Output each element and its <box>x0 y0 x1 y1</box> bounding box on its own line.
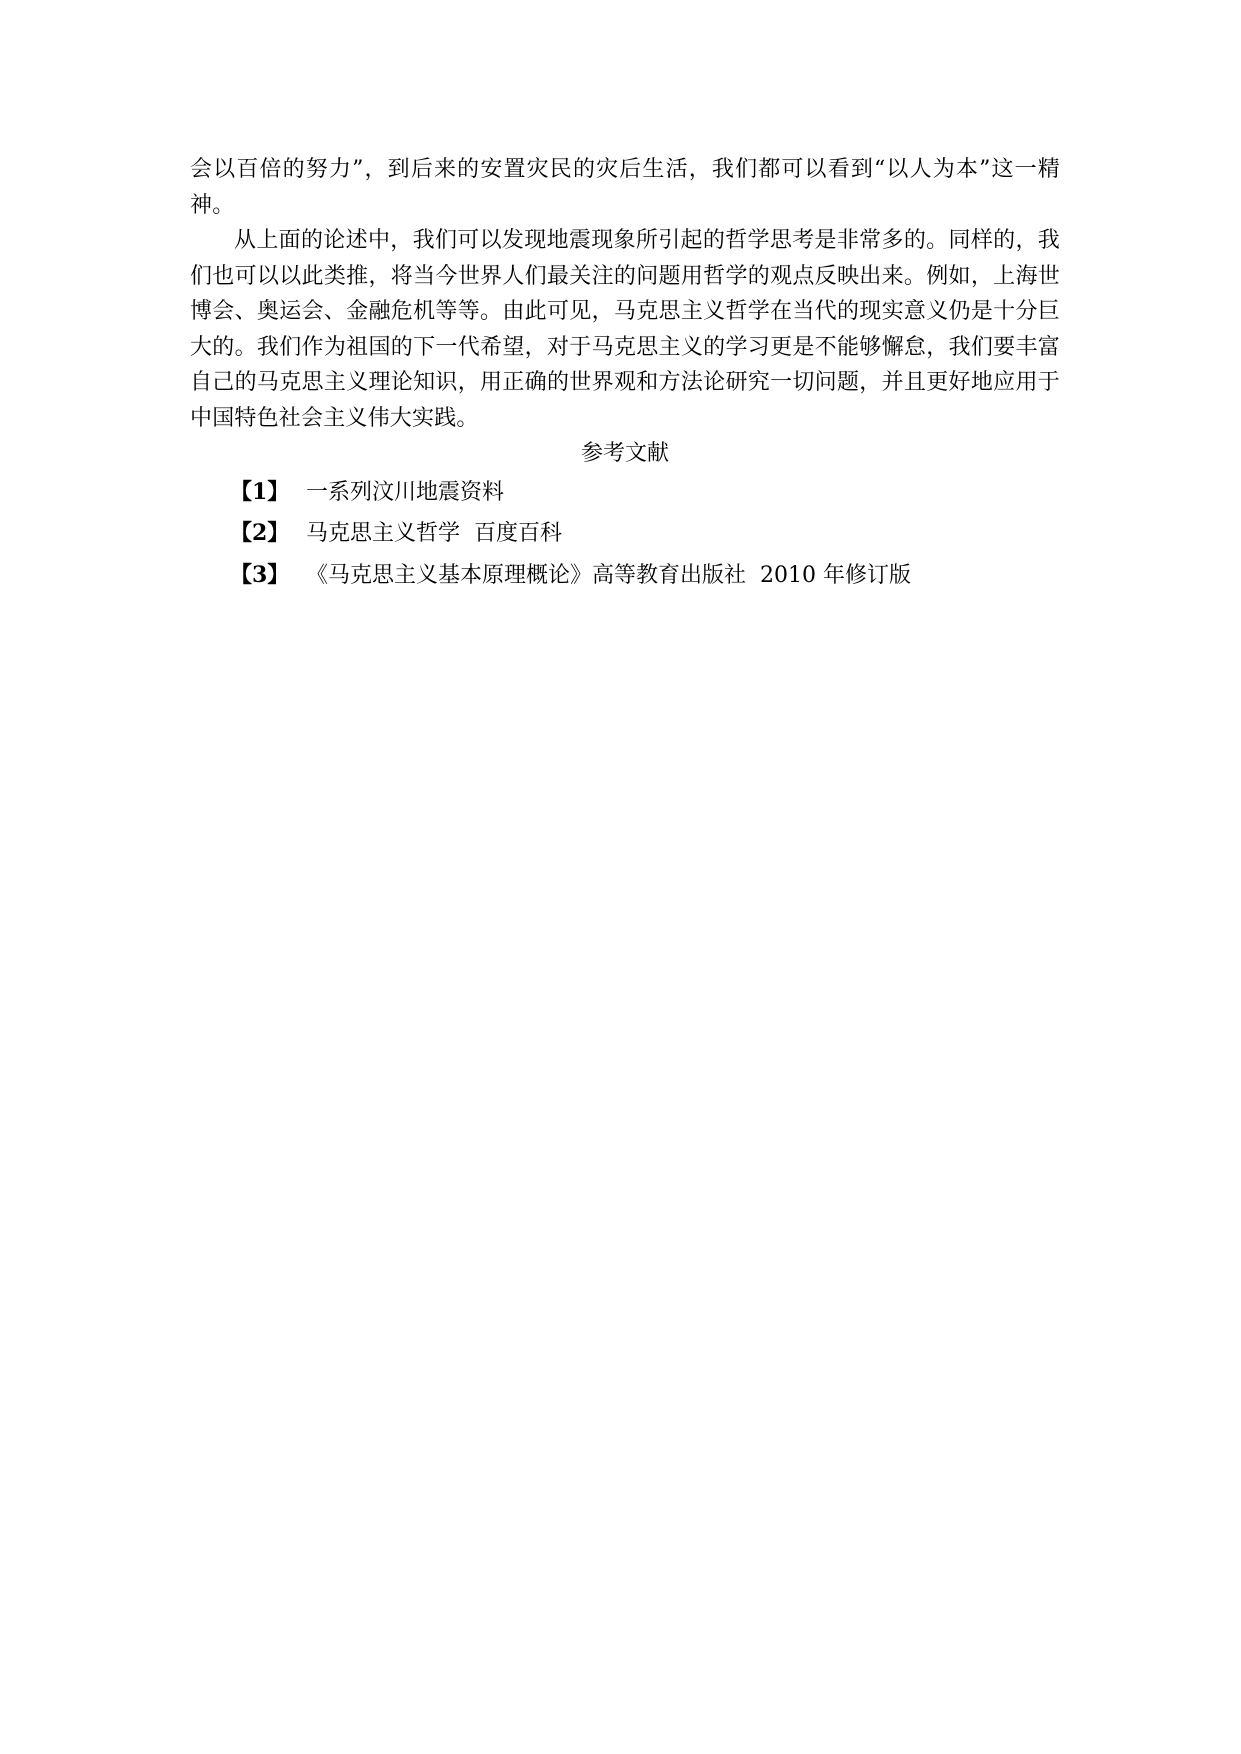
references-heading: 参考文献 <box>580 441 669 466</box>
paragraph-conclusion: 从上面的论述中，我们可以发现地震现象所引起的哲学思考是非常多的。同样的，我们也可以以此类推，将当今世界人们最关注的问题用哲学的观点反映出来。例如，上海世博会、奥运会、金融危机等等。由此可见，马克思主义哲学在当代的现实意义仍是十分巨大的。我们作为祖国的下一代希望，对于马克思主义的学习更是不能够懈怠，我们要丰富自己的马克思主义理论知识，用正确的世界观和方法论研究一切问题，并且更好地应用于中国特色社会主义伟大实践。 <box>190 228 1060 431</box>
reference-number: 【1】 <box>230 478 290 505</box>
reference-item <box>190 555 1060 597</box>
paragraph-continued: 会以百倍的努力”，到后来的安置灾民的灾后生活，我们都可以看到“以人为本”这一精神。 <box>190 157 1060 218</box>
reference-item <box>190 513 1060 555</box>
reference-number: 【3】 <box>230 561 290 588</box>
reference-text: 马克思主义哲学 百度百科 <box>306 521 562 546</box>
reference-text: 一系列汶川地震资料 <box>306 479 505 505</box>
reference-number: 【2】 <box>230 520 290 546</box>
reference-item <box>190 472 1060 514</box>
references-list <box>190 472 1060 597</box>
reference-text: 《马克思主义基本原理概论》高等教育出版社 2010 年修订版 <box>306 562 911 588</box>
page-content <box>190 152 1060 596</box>
